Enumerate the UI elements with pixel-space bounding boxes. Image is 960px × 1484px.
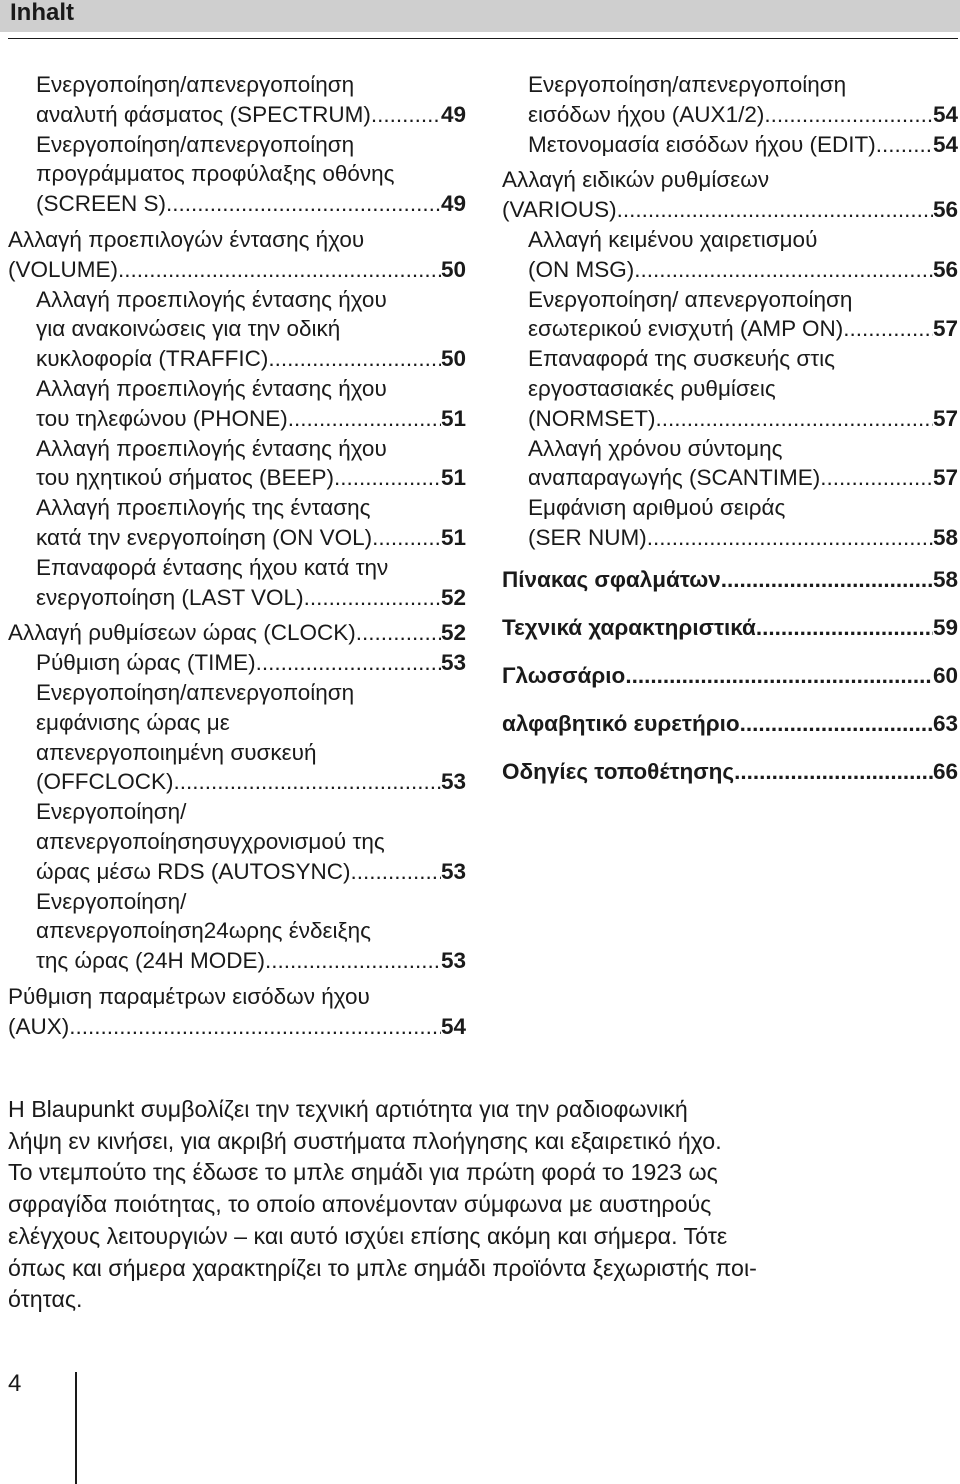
- toc-leader-dots: [166, 189, 441, 219]
- toc-entry[interactable]: [502, 565, 958, 595]
- toc-page-number: 56: [932, 197, 958, 223]
- toc-page-number: 58: [932, 566, 958, 592]
- toc-leader-dots: [820, 463, 933, 493]
- toc-entry-label: Ρύθμιση ώρας (TIME): [36, 650, 256, 676]
- toc-leader-dots: [334, 463, 441, 493]
- toc-entry-label: ώρας μέσω RDS (AUTOSYNC): [36, 858, 351, 884]
- toc-entry-label: Αλλαγή προεπιλογής της έντασης: [36, 495, 371, 521]
- toc-page-number: 63: [932, 710, 958, 736]
- toc-entry[interactable]: [502, 613, 958, 643]
- toc-entry-row: [36, 523, 466, 553]
- toc-entry-row: [8, 255, 466, 285]
- toc-entry-label: (OFFCLOCK): [36, 769, 174, 795]
- toc-page-number: 54: [932, 131, 958, 157]
- toc-entry-row: [8, 618, 466, 648]
- toc-page-number: 52: [440, 620, 466, 646]
- page-divider-bar: [75, 1372, 77, 1484]
- toc-entry[interactable]: [8, 225, 466, 285]
- toc-leader-dots: [634, 255, 933, 285]
- toc-left-column: [8, 70, 466, 1042]
- toc-entry-row: [528, 523, 958, 553]
- toc-entry-label: αναπαραγωγής (SCANTIME): [528, 465, 821, 491]
- toc-entry[interactable]: [8, 618, 466, 648]
- toc-page-number: 57: [932, 465, 958, 491]
- toc-right-column: [502, 70, 958, 787]
- toc-page-number: 51: [440, 465, 466, 491]
- toc-page-number: 49: [440, 101, 466, 127]
- toc-entry-label: (SER NUM): [528, 524, 647, 550]
- toc-leader-dots: [69, 1012, 441, 1042]
- toc-entry-row: [36, 344, 466, 374]
- toc-entry-row: [528, 463, 958, 493]
- toc-entry-label: προγράμματος προφύλαξης οθόνης: [36, 161, 395, 187]
- toc-entry-label: Αλλαγή ρυθμίσεων ώρας (CLOCK): [8, 620, 356, 646]
- toc-entry-row: [528, 404, 958, 434]
- toc-entry-label: Αλλαγή προεπιλογής έντασης ήχου: [36, 375, 387, 401]
- paragraph-line: Η Blaupunkt συμβολίζει την τεχνική αρτιότητα για την ραδιοφωνική: [8, 1096, 688, 1122]
- toc-entry[interactable]: [8, 493, 466, 553]
- toc-entry[interactable]: [502, 757, 958, 787]
- toc-leader-dots: [304, 583, 441, 613]
- toc-leader-dots: [647, 523, 933, 553]
- toc-entry[interactable]: [502, 285, 958, 345]
- toc-entry-row: [502, 661, 958, 691]
- toc-entry-row: [36, 648, 466, 678]
- toc-entry-label: Επαναφορά της συσκευής στις: [528, 346, 836, 372]
- toc-entry-label: για ανακοινώσεις για την οδική: [36, 316, 341, 342]
- toc-entry-label: αλφαβητικό ευρετήριο: [502, 710, 740, 736]
- toc-entry[interactable]: [8, 678, 466, 797]
- toc-entry-label: απενεργοποίηση24ωρης ένδειξης: [36, 918, 371, 944]
- paragraph-line: ότητας.: [8, 1286, 83, 1313]
- toc-leader-dots: [876, 130, 933, 160]
- toc-entry-row: [502, 613, 958, 643]
- section-title: Inhalt: [10, 0, 74, 26]
- toc-entry[interactable]: [8, 553, 466, 613]
- toc-entry-label: Ενεργοποίηση/: [36, 799, 187, 825]
- toc-page-number: 50: [440, 346, 466, 372]
- toc-entry-row: [502, 709, 958, 739]
- toc-leader-dots: [356, 618, 441, 648]
- toc-entry-row: [36, 946, 466, 976]
- toc-entry[interactable]: [8, 374, 466, 434]
- toc-entry-label: εισόδων ήχου (AUX1/2): [528, 101, 765, 127]
- toc-leader-dots: [288, 404, 441, 434]
- toc-leader-dots: [756, 613, 933, 643]
- toc-entry-row: [36, 767, 466, 797]
- toc-page-number: 49: [440, 191, 466, 217]
- toc-entry-label: Επαναφορά έντασης ήχου κατά την: [36, 554, 389, 580]
- toc-page-number: 53: [440, 769, 466, 795]
- toc-page-number: 58: [932, 524, 958, 550]
- toc-leader-dots: [617, 195, 933, 225]
- toc-page-number: 51: [440, 524, 466, 550]
- toc-entry[interactable]: [502, 165, 958, 225]
- toc-page-number: 53: [440, 858, 466, 884]
- toc-entry-label: του ηχητικού σήματος (BEEP): [36, 465, 334, 491]
- toc-entry-label: Γλωσσάριο: [502, 662, 626, 688]
- toc-entry[interactable]: [502, 434, 958, 494]
- toc-leader-dots: [625, 661, 933, 691]
- toc-entry-label: Ενεργοποίηση/ απενεργοποίηση: [528, 286, 853, 312]
- toc-entry-label: Εμφάνιση αριθμού σειράς: [528, 495, 786, 521]
- toc-page-number: 57: [932, 405, 958, 431]
- toc-entry-label: Ενεργοποίηση/απενεργοποίηση: [36, 131, 355, 157]
- toc-page-number: 54: [440, 1013, 466, 1039]
- toc-entry-row: [36, 404, 466, 434]
- header-rule: [8, 38, 958, 39]
- intro-paragraph: [8, 1094, 958, 1316]
- toc-entry-label: εργοστασιακές ρυθμίσεις: [528, 375, 776, 401]
- toc-page-number: 51: [440, 405, 466, 431]
- toc-entry-row: [528, 255, 958, 285]
- toc-entry-row: [528, 314, 958, 344]
- toc-entry-label: (VARIOUS): [502, 197, 617, 223]
- toc-leader-dots: [656, 404, 933, 434]
- toc-page-number: 50: [440, 256, 466, 282]
- toc-entry-row: [528, 130, 958, 160]
- toc-entry[interactable]: [8, 285, 466, 374]
- toc-entry-row: [36, 100, 466, 130]
- toc-entry-label: Οδηγίες τοποθέτησης: [502, 758, 735, 784]
- paragraph-line: ελέγχους λειτουργιών – και αυτό ισχύει επίσης ακόμη και σήμερα. Τότε: [8, 1222, 728, 1249]
- toc-entry-label: (AUX): [8, 1013, 70, 1039]
- toc-entry-label: απενεργοποιημένη συσκευή: [36, 739, 317, 765]
- toc-entry-label: (VOLUME): [8, 256, 119, 282]
- toc-entry[interactable]: [8, 130, 466, 219]
- section-header: [0, 0, 960, 32]
- toc-entry-label: (SCREEN S): [36, 191, 167, 217]
- toc-leader-dots: [721, 565, 933, 595]
- toc-entry-label: Μετονομασία εισόδων ήχου (EDIT): [528, 131, 876, 157]
- toc-entry-label: Αλλαγή ειδικών ρυθμίσεων: [502, 167, 770, 193]
- toc-entry-label: Αλλαγή προεπιλογών έντασης ήχου: [8, 226, 365, 252]
- toc-leader-dots: [118, 255, 441, 285]
- toc-entry-label: Ενεργοποίηση/απενεργοποίηση: [36, 72, 355, 97]
- toc-leader-dots: [351, 857, 441, 887]
- toc-leader-dots: [843, 314, 933, 344]
- toc-entry[interactable]: [8, 648, 466, 678]
- paragraph-line: Το ντεμπούτο της έδωσε το μπλε σημάδι για πρώτη φορά το 1923 ως: [8, 1159, 718, 1186]
- toc-entry-label: Τεχνικά χαρακτηριστικά: [502, 614, 756, 640]
- toc-entry-row: [36, 583, 466, 613]
- toc-entry-row: [502, 195, 958, 225]
- toc-entry-label: Ενεργοποίηση/: [36, 888, 187, 914]
- toc-leader-dots: [372, 523, 441, 553]
- toc-entry[interactable]: [502, 493, 958, 553]
- toc-page-number: 60: [932, 662, 958, 688]
- toc-entry-row: [502, 565, 958, 595]
- toc-entry[interactable]: [502, 225, 958, 285]
- toc-entry-label: του τηλεφώνου (PHONE): [36, 405, 288, 431]
- toc-leader-dots: [371, 100, 441, 130]
- toc-page-number: 53: [440, 948, 466, 974]
- toc-leader-dots: [764, 100, 933, 130]
- toc-entry-label: κατά την ενεργοποίηση (ON VOL): [36, 524, 373, 550]
- toc-entry-row: [502, 757, 958, 787]
- toc-entry[interactable]: [502, 661, 958, 691]
- toc-page-number: 52: [440, 584, 466, 610]
- toc-entry[interactable]: [8, 797, 466, 886]
- toc-entry-label: Αλλαγή χρόνου σύντομης: [528, 435, 783, 461]
- toc-entry[interactable]: [8, 70, 466, 130]
- toc-entry-label: κυκλοφορία (TRAFFIC): [36, 346, 269, 372]
- toc-entry-row: [36, 189, 466, 219]
- toc-leader-dots: [734, 757, 933, 787]
- toc-entry-label: Ενεργοποίηση/απενεργοποίηση: [528, 72, 847, 97]
- toc-page-number: 57: [932, 316, 958, 342]
- toc-entry[interactable]: [8, 887, 466, 976]
- toc-entry[interactable]: [502, 344, 958, 433]
- page-number: 4: [8, 1370, 22, 1397]
- toc-entry-row: [36, 857, 466, 887]
- toc-entry-label: (NORMSET): [528, 405, 656, 431]
- toc-entry-label: ενεργοποίηση (LAST VOL): [36, 584, 304, 610]
- toc-page-number: 53: [440, 650, 466, 676]
- toc-entry-label: Αλλαγή προεπιλογής έντασης ήχου: [36, 435, 387, 461]
- toc-entry-row: [528, 100, 958, 130]
- toc-entry-label: αναλυτή φάσματος (SPECTRUM): [36, 101, 371, 127]
- paragraph-line: σφραγίδα ποιότητας, το οποίο απονέμονταν σύμφωνα με αυστηρούς: [8, 1191, 712, 1218]
- toc-entry-label: εμφάνισης ώρας με: [36, 709, 230, 735]
- toc-leader-dots: [268, 344, 441, 374]
- toc-entry[interactable]: [502, 70, 958, 130]
- toc-entry[interactable]: [8, 434, 466, 494]
- toc-leader-dots: [265, 946, 441, 976]
- toc-page-number: 56: [932, 256, 958, 282]
- toc-page-number: 66: [932, 758, 958, 784]
- toc-leader-dots: [256, 648, 441, 678]
- paragraph-line: λήψη εν κινήσει, για ακριβή συστήματα πλοήγησης και εξαιρετικό ήχο.: [8, 1127, 722, 1154]
- toc-entry-label: Αλλαγή προεπιλογής έντασης ήχου: [36, 286, 387, 312]
- toc-entry[interactable]: [502, 709, 958, 739]
- toc-entry-label: απενεργοποίησησυγχρονισμού της: [36, 828, 385, 854]
- toc-entry-row: [36, 463, 466, 493]
- toc-entry-label: της ώρας (24H MODE): [36, 948, 265, 974]
- toc-entry[interactable]: [8, 982, 466, 1042]
- toc-leader-dots: [740, 709, 933, 739]
- toc-entry-label: (ON MSG): [528, 256, 635, 282]
- toc-entry-label: εσωτερικού ενισχυτή (AMP ON): [528, 316, 844, 342]
- toc-entry-label: Ενεργοποίηση/απενεργοποίηση: [36, 679, 355, 705]
- toc-entry-label: Αλλαγή κειμένου χαιρετισμού: [528, 226, 818, 252]
- toc-leader-dots: [174, 767, 441, 797]
- toc-entry-row: [8, 1012, 466, 1042]
- toc-page-number: 54: [932, 101, 958, 127]
- toc-entry-label: Πίνακας σφαλμάτων: [502, 566, 721, 592]
- toc-page-number: 59: [932, 614, 958, 640]
- paragraph-line: όπως και σήμερα χαρακτηρίζει το μπλε σημάδι προϊόντα ξεχωριστής ποι-: [8, 1254, 757, 1281]
- toc-entry[interactable]: [502, 130, 958, 160]
- toc-entry-label: Ρύθμιση παραμέτρων εισόδων ήχου: [8, 983, 370, 1009]
